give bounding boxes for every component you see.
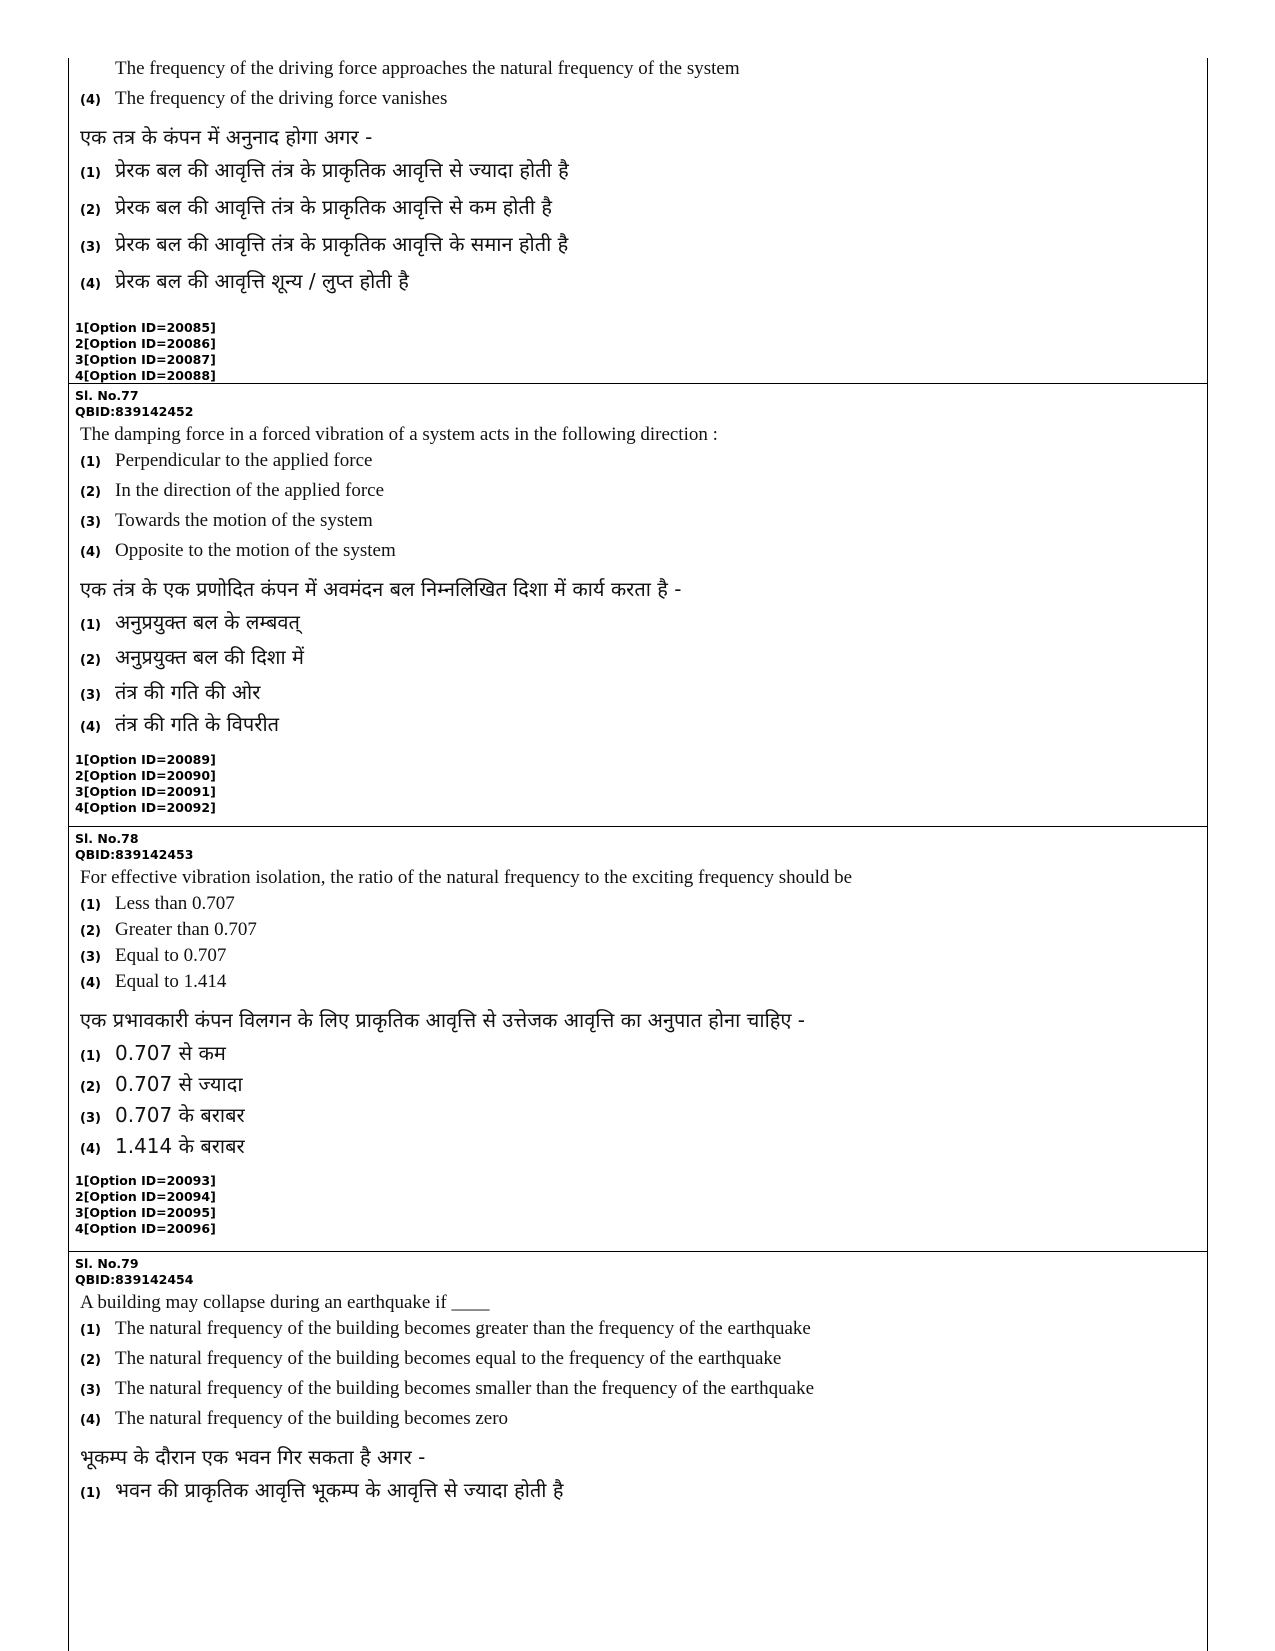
option-number: (3)	[80, 515, 101, 530]
option-text: Equal to 0.707	[115, 945, 227, 966]
option-hi-1	[75, 1039, 1207, 1070]
serial-number: Sl. No.79	[75, 1256, 139, 1271]
option-text: The frequency of the driving force approaches the natural frequency of the system	[115, 58, 740, 79]
option-en-4	[75, 540, 1207, 570]
option-number: (1)	[80, 1049, 101, 1064]
option-number: (3)	[80, 688, 101, 703]
option-number: (1)	[80, 898, 101, 913]
option-text: The natural frequency of the building becomes zero	[115, 1408, 509, 1429]
option-text: प्रेरक बल की आवृत्ति तंत्र के प्राकृतिक आवृत्ति से कम होती है	[115, 195, 552, 219]
option-text: Greater than 0.707	[115, 919, 257, 940]
option-id: 3[Option ID=20087]	[75, 352, 216, 367]
option-number: (1)	[80, 1486, 101, 1501]
option-number: (2)	[80, 924, 101, 939]
option-en-2	[75, 480, 1207, 510]
option-en-1	[75, 893, 1207, 919]
question-text-english: For effective vibration isolation, the ratio of the natural frequency to the exciting frequency should be	[80, 867, 853, 888]
qbid: QBID:839142453	[75, 847, 194, 862]
option-text: The frequency of the driving force vanishes	[115, 88, 448, 109]
option-text: 0.707 से कम	[115, 1041, 226, 1065]
option-text: Perpendicular to the applied force	[115, 450, 373, 471]
option-text: तंत्र की गति की ओर	[115, 680, 261, 704]
option-number: (4)	[80, 545, 101, 560]
question-block-78	[69, 827, 1207, 1252]
option-number: (1)	[80, 1323, 101, 1338]
option-hi-2	[75, 643, 1207, 678]
option-en-1	[75, 1318, 1207, 1348]
option-number: (4)	[80, 1413, 101, 1428]
option-text: अनुप्रयुक्त बल के लम्बवत्	[115, 610, 300, 634]
option-text: तंत्र की गति के विपरीत	[115, 712, 280, 736]
option-id: 2[Option ID=20090]	[75, 768, 216, 783]
option-number: (2)	[80, 1080, 101, 1095]
option-id: 2[Option ID=20094]	[75, 1189, 216, 1204]
option-number: (3)	[80, 1111, 101, 1126]
option-hi-3	[75, 230, 1207, 267]
option-number: (4)	[80, 720, 101, 735]
option-hi-4	[75, 1132, 1207, 1163]
option-id: 1[Option ID=20085]	[75, 320, 216, 335]
option-en-4	[75, 88, 1207, 118]
option-id: 3[Option ID=20091]	[75, 784, 216, 799]
option-text: प्रेरक बल की आवृत्ति तंत्र के प्राकृतिक आवृत्ति से ज्यादा होती है	[115, 158, 569, 182]
question-paper-page	[68, 58, 1208, 1651]
option-hi-3	[75, 678, 1207, 710]
question-text-hindi: एक तंत्र के एक प्रणोदित कंपन में अवमंदन बल निम्नलिखित दिशा में कार्य करता है -	[80, 577, 682, 601]
option-hi-4	[75, 710, 1207, 742]
option-number: (1)	[80, 455, 101, 470]
option-hi-4	[75, 267, 1207, 304]
option-number: (4)	[80, 93, 101, 108]
question-block-77	[69, 384, 1207, 827]
option-text: The natural frequency of the building becomes smaller than the frequency of the earthquake	[115, 1378, 815, 1399]
serial-number: Sl. No.78	[75, 831, 139, 846]
option-text: The natural frequency of the building becomes equal to the frequency of the earthquake	[115, 1348, 782, 1369]
option-number: (2)	[80, 485, 101, 500]
option-en-2	[75, 1348, 1207, 1378]
option-id: 2[Option ID=20086]	[75, 336, 216, 351]
option-text: Less than 0.707	[115, 893, 235, 914]
option-text: In the direction of the applied force	[115, 480, 385, 501]
question-text-hindi: एक तत्र के कंपन में अनुनाद होगा अगर -	[80, 125, 373, 149]
option-id: 4[Option ID=20092]	[75, 800, 216, 815]
question-text-english: A building may collapse during an earthquake if ____	[80, 1292, 490, 1313]
option-id-list	[75, 304, 1207, 384]
question-text-english: The damping force in a forced vibration of a system acts in the following direction :	[80, 424, 718, 445]
option-en-3	[75, 945, 1207, 971]
option-en-2	[75, 919, 1207, 945]
option-text: 1.414 के बराबर	[115, 1134, 245, 1158]
question-block-76-continued	[69, 58, 1207, 384]
option-number: (2)	[80, 203, 101, 218]
option-id-list	[75, 1163, 1207, 1237]
option-en-3	[75, 58, 1207, 88]
qbid: QBID:839142454	[75, 1272, 194, 1287]
option-en-4	[75, 1408, 1207, 1438]
option-hi-3	[75, 1101, 1207, 1132]
qbid: QBID:839142452	[75, 404, 194, 419]
option-text: भवन की प्राकृतिक आवृत्ति भूकम्प के आवृत्ति से ज्यादा होती है	[115, 1478, 564, 1502]
question-block-79	[69, 1252, 1207, 1642]
option-number: (2)	[80, 1353, 101, 1368]
option-hi-1	[75, 1476, 1207, 1512]
option-text: प्रेरक बल की आवृत्ति तंत्र के प्राकृतिक आवृत्ति के समान होती है	[115, 232, 569, 256]
option-en-3	[75, 1378, 1207, 1408]
option-text: The natural frequency of the building becomes greater than the frequency of the earthquake	[115, 1318, 811, 1339]
option-hi-1	[75, 608, 1207, 643]
option-number: (3)	[80, 950, 101, 965]
question-text-hindi: एक प्रभावकारी कंपन विलगन के लिए प्राकृतिक आवृत्ति से उत्तेजक आवृत्ति का अनुपात होना चाहिए -	[80, 1008, 805, 1032]
option-text: 0.707 से ज्यादा	[115, 1072, 243, 1096]
option-number: (3)	[80, 1383, 101, 1398]
option-id: 1[Option ID=20093]	[75, 1173, 216, 1188]
option-number: (4)	[80, 1142, 101, 1157]
option-text: Equal to 1.414	[115, 971, 227, 992]
serial-number: Sl. No.77	[75, 388, 139, 403]
option-number: (4)	[80, 277, 101, 292]
option-number: (1)	[80, 166, 101, 181]
option-number: (1)	[80, 618, 101, 633]
option-id: 4[Option ID=20088]	[75, 368, 216, 383]
option-id: 3[Option ID=20095]	[75, 1205, 216, 1220]
option-text: अनुप्रयुक्त बल की दिशा में	[115, 645, 304, 669]
option-hi-2	[75, 1070, 1207, 1101]
option-id-list	[75, 742, 1207, 816]
option-text: Towards the motion of the system	[115, 510, 373, 531]
option-id: 4[Option ID=20096]	[75, 1221, 216, 1236]
option-hi-2	[75, 193, 1207, 230]
option-en-4	[75, 971, 1207, 1001]
option-text: प्रेरक बल की आवृत्ति शून्य / लुप्त होती है	[115, 269, 409, 293]
option-en-1	[75, 450, 1207, 480]
option-text: Opposite to the motion of the system	[115, 540, 396, 561]
option-number: (4)	[80, 976, 101, 991]
option-text: 0.707 के बराबर	[115, 1103, 245, 1127]
option-id: 1[Option ID=20089]	[75, 752, 216, 767]
option-hi-1	[75, 156, 1207, 193]
option-number: (2)	[80, 653, 101, 668]
question-text-hindi: भूकम्प के दौरान एक भवन गिर सकता है अगर -	[80, 1445, 426, 1469]
option-en-3	[75, 510, 1207, 540]
option-number: (3)	[80, 240, 101, 255]
